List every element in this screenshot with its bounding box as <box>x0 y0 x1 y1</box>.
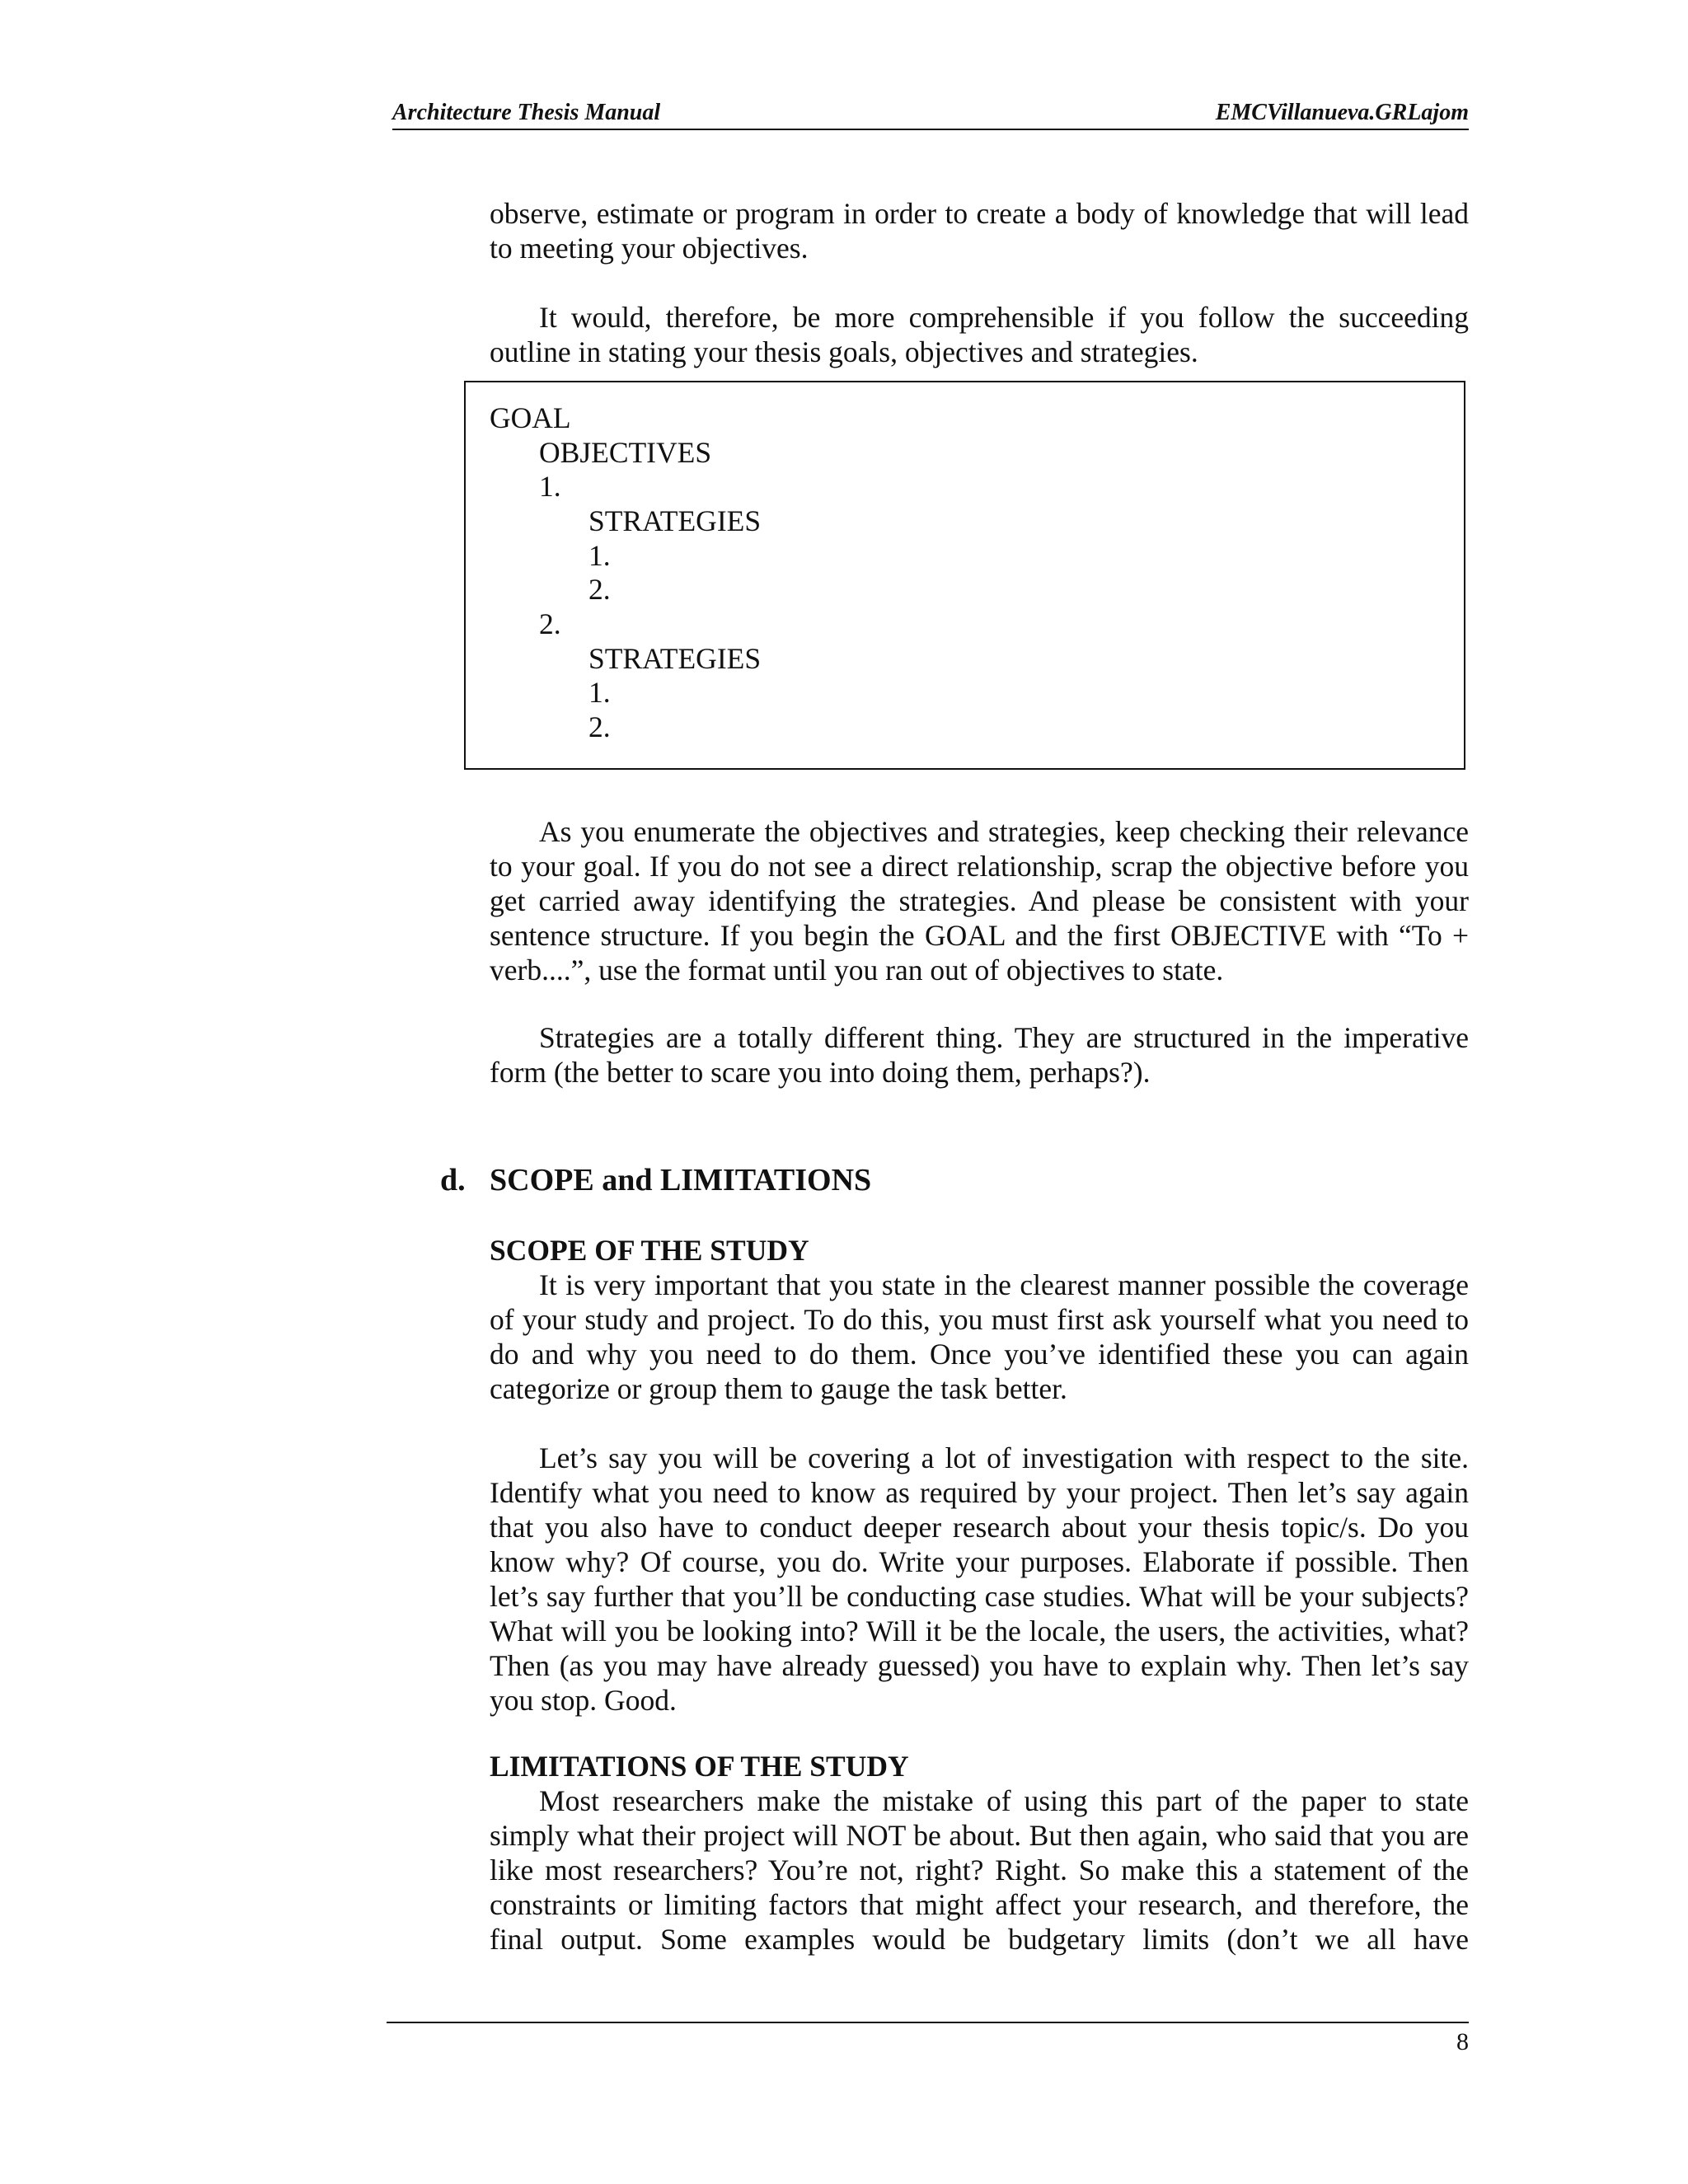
footer-rule <box>387 2022 1469 2023</box>
header-authors: EMCVillanueva.GRLajom <box>1215 100 1469 125</box>
outline-strategy-1-1: 1. <box>588 539 611 572</box>
outline-strategies-2: STRATEGIES <box>588 642 762 675</box>
relevance-paragraph: As you enumerate the objectives and strategies, keep checking their relevance to your goal. If you do not see a direct relationship, scrap the objective before you get carried away identifying the strategies. And please be consistent with your sentence structure. If you begin the GOAL and the first OBJECTIVE with “To + verb....”, use the format until you ran out of objectives to state. <box>490 815 1469 987</box>
outline-objective-1: 1. <box>539 470 561 503</box>
outline-strategies-1: STRATEGIES <box>588 504 762 537</box>
outline-strategy-2-1: 1. <box>588 676 611 709</box>
outline-strategy-1-2: 2. <box>588 573 611 606</box>
scope-heading: SCOPE OF THE STUDY <box>490 1234 809 1267</box>
header-title: Architecture Thesis Manual <box>392 100 661 125</box>
strategies-paragraph: Strategies are a totally different thing. They are structured in the imperative form (the better to scare you into doing them, perhaps?). <box>490 1021 1469 1089</box>
running-header <box>392 97 1469 130</box>
goal-outline-box <box>464 381 1465 770</box>
limitations-paragraph: Most researchers make the mistake of using this part of the paper to state simply what their project will NOT be about. But then again, who said that you are like most researchers? You’re not, right? Right. So make this a statement of the constraints or limiting factors that might affect your research, and therefore, the final output. Some examples would be budgetary limits (don’t we all have <box>490 1784 1469 1956</box>
section-heading <box>440 1161 871 1199</box>
page-number: 8 <box>1456 2028 1469 2055</box>
intro-paragraph-outline: It would, therefore, be more comprehensible if you follow the succeeding outline in stating your thesis goals, objectives and strategies. <box>490 301 1469 368</box>
limitations-heading: LIMITATIONS OF THE STUDY <box>490 1750 909 1783</box>
outline-objectives: OBJECTIVES <box>539 436 712 469</box>
outline-goal: GOAL <box>490 401 571 434</box>
outline-strategy-2-2: 2. <box>588 710 611 743</box>
section-letter: d. <box>440 1163 466 1197</box>
outline-objective-2: 2. <box>539 607 561 640</box>
scope-paragraph-2: Let’s say you will be covering a lot of investigation with respect to the site. Identify what you need to know as required by your project. Then let’s say again that you also have to conduct deeper research about your thesis topic/s. Do you know why? Of course, you do. Write your purposes. Elaborate if possible. Then let’s say further that you’ll be conducting case studies. What will be your subjects? What will you be looking into? Will it be the locale, the users, the activities, what? Then (as you may have already guessed) you have to explain why. Then let’s say you stop. Good. <box>490 1441 1469 1717</box>
scope-paragraph-1: It is very important that you state in the clearest manner possible the coverage of your study and project. To do this, you must first ask yourself what you need to do and why you need to do them. Once you’ve identified these you can again categorize or group them to gauge the task better. <box>490 1268 1469 1405</box>
section-title: SCOPE and LIMITATIONS <box>490 1163 872 1197</box>
intro-paragraph-continued: observe, estimate or program in order to create a body of knowledge that will lead to meeting your objectives. <box>490 197 1469 265</box>
